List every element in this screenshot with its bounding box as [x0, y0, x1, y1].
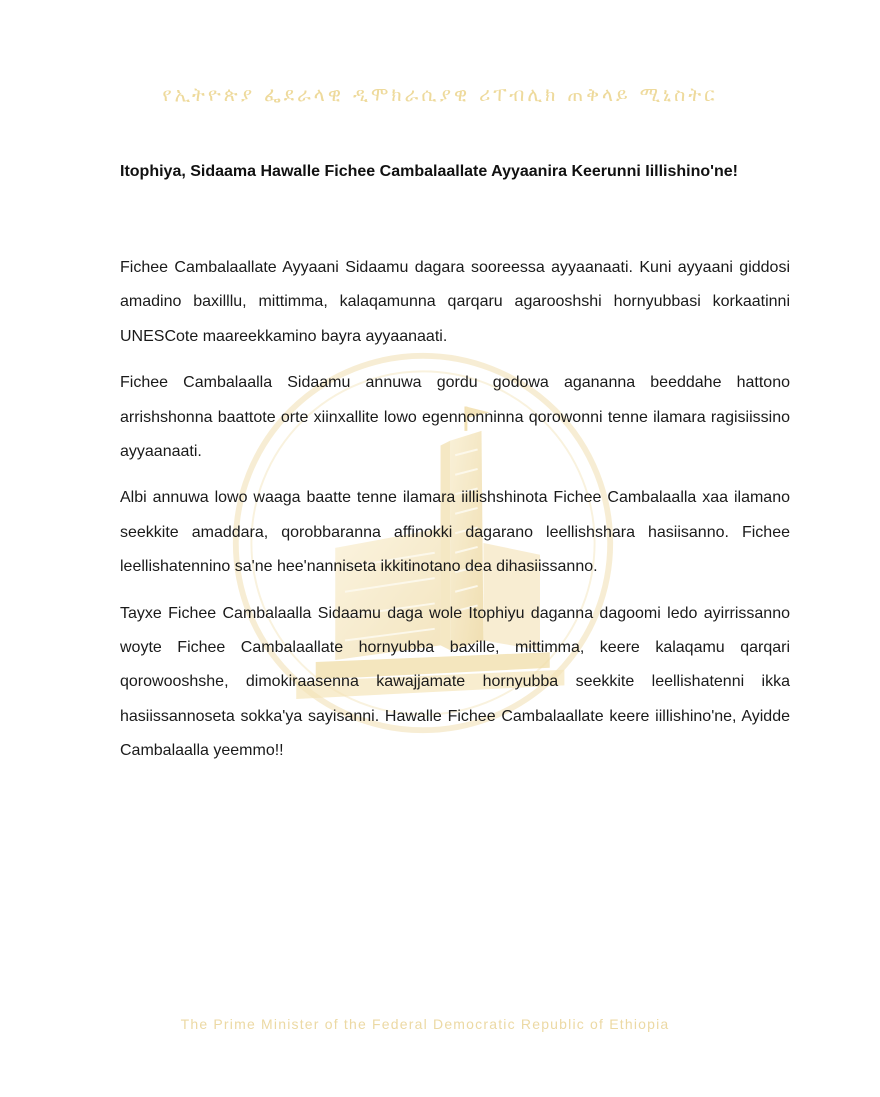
- document-body: [120, 251, 790, 781]
- document-title: Itophiya, Sidaama Hawalle Fichee Cambalaallate Ayyaanira Keerunni Iillishino'ne!: [120, 163, 738, 180]
- paragraph-1: Fichee Cambalaallate Ayyaani Sidaamu dagara sooreessa ayyaanaati. Kuni ayyaani giddosi amadino baxilllu, mittimma, kalaqamunna qarqaru agarooshshi hornyubbasi korkaatinni UNESCote maareekkamino bayra ayyaanaati.: [120, 259, 790, 345]
- letterhead-amharic-title: የኢትዮጵያ ፌደራላዊ ዲሞክራሲያዊ ሪፐብሊክ ጠቅላይ ሚኒስትር: [162, 84, 718, 106]
- paragraph-2: Fichee Cambalaalla Sidaamu annuwa gordu godowa agananna beeddahe hattono arrishshonna baattote orte xiinxallite lowo egennonninna qorowonni tenne ilamara ragisiissino ayyaanaati.: [120, 374, 790, 461]
- paragraph-3: Albi annuwa lowo waaga baatte tenne ilamara iillishshinota Fichee Cambalaalla xaa ilamano seekkite amaddara, qorobbaranna affinokki dagarano leellishshara hasiisanno. Fichee leellishatennino sa'ne hee'nanniseta ikkitinotano dea dihasiissanno.: [120, 489, 790, 576]
- paragraph-4: Tayxe Fichee Cambalaalla Sidaamu daga wole Itophiyu daganna dagoomi ledo ayirrissanno woyte Fichee Cambalaallate hornyubba baxille, mittimma, keere kalaqamu qarqari qorowooshshe, dimokiraasenna kawajjamate hornyubba seekkite leellishatenni ikka hasiissannoseta sokka'ya sayisanni. Hawalle Fichee Cambalaallate keere iillishino'ne, Ayidde Cambalaalla yeemmo!!: [120, 604, 790, 760]
- footer-english-title: The Prime Minister of the Federal Democratic Republic of Ethiopia: [180, 1016, 670, 1032]
